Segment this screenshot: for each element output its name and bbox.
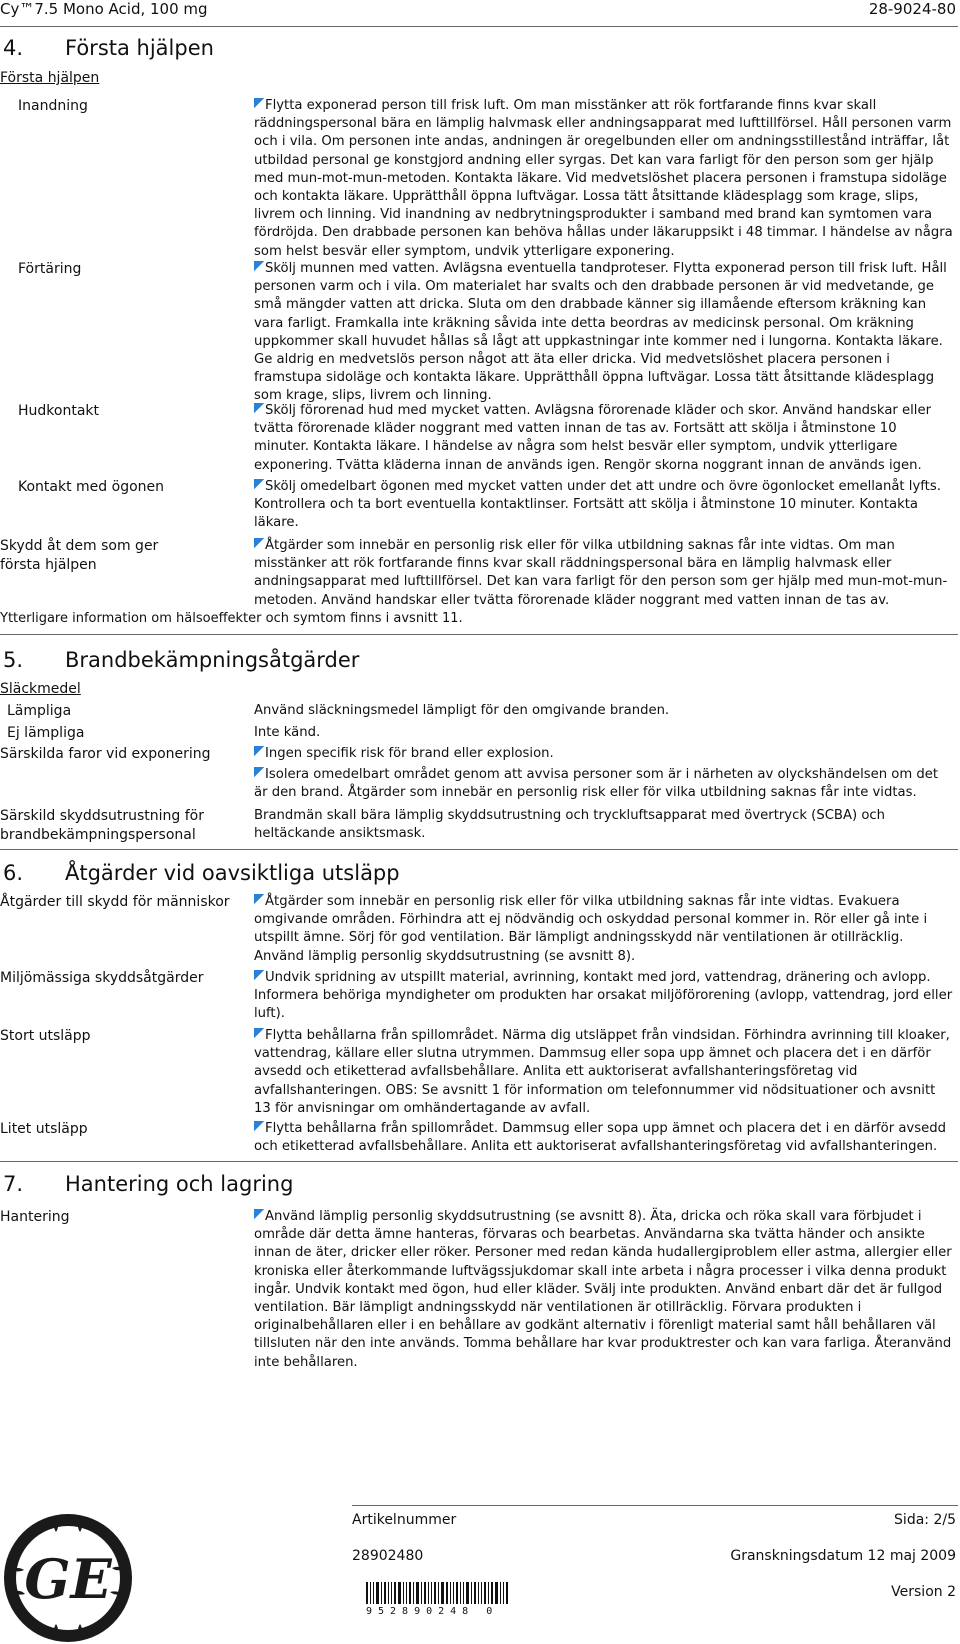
barcode-bar bbox=[413, 1582, 414, 1604]
flag-icon bbox=[254, 403, 264, 413]
label-protective-equipment: Särskild skyddsutrustning för brandbekämpningspersonal bbox=[0, 808, 204, 843]
barcode-bar bbox=[434, 1582, 436, 1604]
barcode-bar bbox=[370, 1582, 371, 1604]
barcode-bar bbox=[406, 1582, 407, 1604]
barcode-bar bbox=[478, 1582, 479, 1604]
article-number: 28902480 bbox=[352, 1548, 424, 1564]
barcode-bar bbox=[491, 1582, 493, 1604]
barcode-bar bbox=[438, 1582, 439, 1604]
text-small-spill: Flytta behållarna från spillområdet. Dammsug eller sopa upp ämnet och placera det i en därför avsedd och etiketterad avfallsbehållare. Anlita ett auktoriserat avfallshanteringsföretag vid avfallshanteringen. bbox=[254, 1121, 946, 1155]
barcode-bar bbox=[466, 1582, 469, 1604]
label-not-suitable: Ej lämpliga bbox=[7, 725, 85, 741]
text-special-hazards: Ingen specifik risk för brand eller explosion. bbox=[254, 745, 954, 763]
barcode-bar bbox=[506, 1582, 508, 1604]
barcode-bar bbox=[398, 1582, 401, 1604]
svg-text:GE: GE bbox=[24, 1547, 112, 1611]
barcode-bars bbox=[366, 1582, 526, 1604]
barcode-bar bbox=[384, 1582, 386, 1604]
text-protective-equipment: Brandmän skall bära lämplig skyddsutrustning och tryckluftsapparat med övertryck (SCBA) och heltäckande ansiktsmask. bbox=[254, 808, 885, 842]
barcode-bar bbox=[403, 1582, 404, 1604]
barcode-bar bbox=[488, 1582, 489, 1604]
label-handling: Hantering bbox=[0, 1209, 70, 1225]
barcode-bar bbox=[495, 1582, 498, 1604]
barcode-bar bbox=[366, 1582, 368, 1604]
subsection-extinguishing-media: Släckmedel bbox=[0, 681, 81, 697]
label-environmental-precautions: Miljömässiga skyddsåtgärder bbox=[0, 970, 204, 986]
barcode-bar bbox=[503, 1582, 504, 1604]
text-skin-contact: Skölj förorenad hud med mycket vatten. Avlägsna förorenade kläder och skor. Använd handskar eller tvätta förorenade kläder noggrant med vatten innan de tas av. Fortsätt att skölja i åtminstone 10 minuter. Kontakta läkare. I händelse av några som helst besvär eller symptom, undvik ytterligare exponering. Tvätta kläderna innan de används igen. Rengör skorna noggrant innan de används igen. bbox=[254, 403, 932, 473]
version: Version 2 bbox=[891, 1584, 956, 1600]
document-header bbox=[0, 0, 960, 26]
label-large-spill: Stort utsläpp bbox=[0, 1028, 91, 1044]
barcode-bar bbox=[421, 1582, 422, 1604]
label-personal-precautions: Åtgärder till skydd för människor bbox=[0, 894, 230, 910]
section-divider bbox=[0, 1161, 958, 1162]
barcode-bar bbox=[381, 1582, 382, 1604]
section-5-title: 5. Brandbekämpningsåtgärder bbox=[3, 648, 360, 672]
review-date: Granskningsdatum 12 maj 2009 bbox=[730, 1548, 956, 1564]
flag-icon bbox=[254, 767, 264, 777]
section-6-title: 6. Åtgärder vid oavsiktliga utsläpp bbox=[3, 861, 400, 885]
flag-icon bbox=[254, 970, 264, 980]
flag-icon bbox=[254, 1209, 264, 1219]
subsection-first-aid: Första hjälpen bbox=[0, 70, 100, 86]
barcode-bar bbox=[500, 1582, 501, 1604]
barcode-bar bbox=[424, 1582, 426, 1604]
text-inhalation: Flytta exponerad person till frisk luft. Om man misstänker att rök fortfarande finns kvar skall räddningspersonal bära en lämplig halvmask eller andningsapparat med lufttillförsel. Håll personen varm och i vila. Om personen inte andas, andningen är oregelbunden eller om andningsstillestånd inträffar, låt utbildad personal ge konstgjord andning eller syrgas. Det kan vara farligt för den person som ger hjälp med mun-mot-mun-metoden. Kontakta läkare. Vid medvetslöshet placera personen i framstupa sidoläge och kontakta läkare. Upprätthåll öppna luftvägar. Lossa tätt åtsittande klädesplagg som krage, slips, livrem och linning. Vid inandning av nedbrytningsprodukter i samband med brand kan symtomen vara fördröjda. Den drabbade personen kan behöva hållas under läkaruppsikt i 48 timmar. I händelse av några som helst besvär eller symptom, undvik ytterligare exponering. bbox=[254, 98, 953, 259]
product-name: Cy™7.5 Mono Acid, 100 mg bbox=[0, 0, 208, 18]
article-number-label: Artikelnummer bbox=[352, 1512, 457, 1528]
barcode-bar bbox=[481, 1582, 482, 1604]
health-effects-note: Ytterligare information om hälsoeffekter och symtom finns i avsnitt 11. bbox=[0, 611, 463, 626]
flag-icon bbox=[254, 746, 264, 756]
text-first-aider-protection: Åtgärder som innebär en personlig risk eller för vilka utbildning saknas får inte vidtas. Om man misstänker att rök fortfarande finns kvar skall räddningspersonal bära en lämplig halvmask eller andningsapparat med lufttillförsel. Det kan vara farligt för den person som ger hjälp med mun-mot-mun-metoden. Använd handskar eller tvätta förorenade kläder noggrant med vatten innan de tas av. bbox=[254, 538, 948, 608]
flag-icon bbox=[254, 479, 264, 489]
barcode-bar bbox=[450, 1582, 451, 1604]
barcode-bar bbox=[456, 1582, 458, 1604]
footer-divider bbox=[352, 1505, 958, 1506]
section-7-title: 7. Hantering och lagring bbox=[3, 1172, 294, 1196]
header-divider bbox=[0, 26, 958, 27]
label-ingestion: Förtäring bbox=[18, 261, 82, 277]
barcode-bar bbox=[484, 1582, 486, 1604]
label-first-aider-protection: Skydd åt dem som ger första hjälpen bbox=[0, 538, 159, 573]
barcode bbox=[366, 1582, 526, 1618]
barcode-bar bbox=[460, 1582, 461, 1604]
barcode-bar bbox=[388, 1582, 389, 1604]
barcode-bar bbox=[471, 1582, 472, 1604]
barcode-bar bbox=[441, 1582, 444, 1604]
document-number: 28-9024-80 bbox=[868, 0, 956, 18]
barcode-bar bbox=[409, 1582, 411, 1604]
text-special-hazards-isolation: Isolera omedelbart området genom att avvisa personer som är i närheten av olyckshändelsen om det är den brand. Åtgärder som innebär en personlig risk eller för vilka utbildning saknas får inte vidtas. bbox=[254, 767, 939, 801]
barcode-bar bbox=[446, 1582, 448, 1604]
label-skin-contact: Hudkontakt bbox=[18, 403, 99, 419]
label-suitable: Lämpliga bbox=[7, 703, 72, 719]
barcode-digits: 952890248 0 bbox=[366, 1606, 499, 1617]
flag-icon bbox=[254, 1028, 264, 1038]
page-number: Sida: 2/5 bbox=[894, 1512, 956, 1528]
text-ingestion: Skölj munnen med vatten. Avlägsna eventuella tandproteser. Flytta exponerad person till frisk luft. Håll personen varm och i vila. Om materialet har svalts och den drabbade personen är vid medvetande, ge små mängder vatten att dricka. Sluta om den drabbade känner sig illamående eftersom kräkning kan vara farligt. Framkalla inte kräkning såvida inte detta beordras av medicinsk personal. Om kräkning uppkommer skall huvudet hållas så lågt att uppkastningar inte kommer ned i lungorna. Kontakta läkare. Ge aldrig en medvetslös person något att äta eller dricka. Vid medvetslöshet placera personen i framstupa sidoläge och kontakta läkare. Upprätthåll öppna luftvägar. Lossa tätt åtsittande klädesplagg som krage, slips, livrem och linning. bbox=[254, 261, 947, 404]
barcode-bar bbox=[431, 1582, 432, 1604]
ge-logo-icon bbox=[2, 1512, 134, 1644]
text-personal-precautions: Åtgärder som innebär en personlig risk eller för vilka utbildning saknas får inte vidtas. Evakuera omgivande områden. Förhindra att ej nödvändig och oskyddad personal kommer in. Rör eller gå inte i utspillt ämne. Sörj för god ventilation. Bär lämpligt andningsskydd när ventilationen är otillräcklig. Använd lämplig personlig skyddsutrustning (se avsnitt 8). bbox=[254, 894, 928, 964]
barcode-bar bbox=[394, 1582, 396, 1604]
barcode-bar bbox=[463, 1582, 464, 1604]
text-suitable: Använd släckningsmedel lämpligt för den omgivande branden. bbox=[254, 703, 670, 718]
flag-icon bbox=[254, 98, 264, 108]
barcode-bar bbox=[428, 1582, 429, 1604]
barcode-bar bbox=[391, 1582, 392, 1604]
text-handling: Använd lämplig personlig skyddsutrustning (se avsnitt 8). Äta, dricka och röka skall vara förbjudet i område där detta ämne hanteras, förvaras och bearbetas. Användarna ska tvätta händer och ansikte innan de äter, dricker eller röker. Personer med redan kända hudallergiproblem eller astma, allergier eller kroniska eller återkommande luftvägssjukdomar skall inte arbeta i några processer i vilka denna produkt ingår. Undvik kontakt med ögon, hud eller kläder. Svälj inte produkten. Använd enbart där det är fullgod ventilation. Bär lämpligt andningsskydd när ventilationen är otillräcklig. Förvara produkten i originalbehållaren eller i en behållare av godkänt alternativ i förenligt material samt håll behållaren väl tillsluten när den inte används. Tomma behållare har kvar produktrester och kan vara farliga. Återanvänd inte behållaren. bbox=[254, 1209, 952, 1370]
label-inhalation: Inandning bbox=[18, 98, 88, 114]
flag-icon bbox=[254, 538, 264, 548]
barcode-bar bbox=[373, 1582, 374, 1604]
text-environmental-precautions: Undvik spridning av utspillt material, avrinning, kontakt med jord, vattendrag, dränering och avlopp. Informera behöriga myndigheter om produkten har orsakat miljöförorening (avlopp, vattendrag, jord eller luft). bbox=[254, 970, 953, 1022]
text-not-suitable: Inte känd. bbox=[254, 725, 321, 740]
section-4-title: 4. Första hjälpen bbox=[3, 36, 214, 60]
label-eye-contact: Kontakt med ögonen bbox=[18, 479, 165, 495]
label-special-hazards: Särskilda faror vid exponering bbox=[0, 746, 211, 762]
flag-icon bbox=[254, 1121, 264, 1131]
barcode-bar bbox=[376, 1582, 379, 1604]
label-small-spill: Litet utsläpp bbox=[0, 1121, 88, 1137]
text-eye-contact: Skölj omedelbart ögonen med mycket vatten under det att undre och övre ögonlocket emellanåt lyfts. Kontrollera och ta bort eventuella kontaktlinser. Fortsätt att skölja i åtminstone 10 minuter. Kontakta läkare. bbox=[254, 479, 941, 531]
barcode-bar bbox=[416, 1582, 419, 1604]
section-divider bbox=[0, 634, 958, 635]
flag-icon bbox=[254, 894, 264, 904]
section-divider bbox=[0, 849, 958, 850]
barcode-bar bbox=[453, 1582, 454, 1604]
barcode-bar bbox=[474, 1582, 476, 1604]
flag-icon bbox=[254, 261, 264, 271]
text-large-spill: Flytta behållarna från spillområdet. Närma dig utsläppet från vindsidan. Förhindra avrinning till kloaker, vattendrag, källare eller slutna utrymmen. Dammsug eller sopa upp ämnet och placera det i en därför avsedd och etiketterad avfallsbehållare. Anlita ett auktoriserat avfallshanteringsföretag vid avfallshanteringen. OBS: Se avsnitt 1 för information om telefonnummer vid nödsituationer och avsnitt 13 för anvisningar om omhändertagande av avfall. bbox=[254, 1028, 950, 1116]
